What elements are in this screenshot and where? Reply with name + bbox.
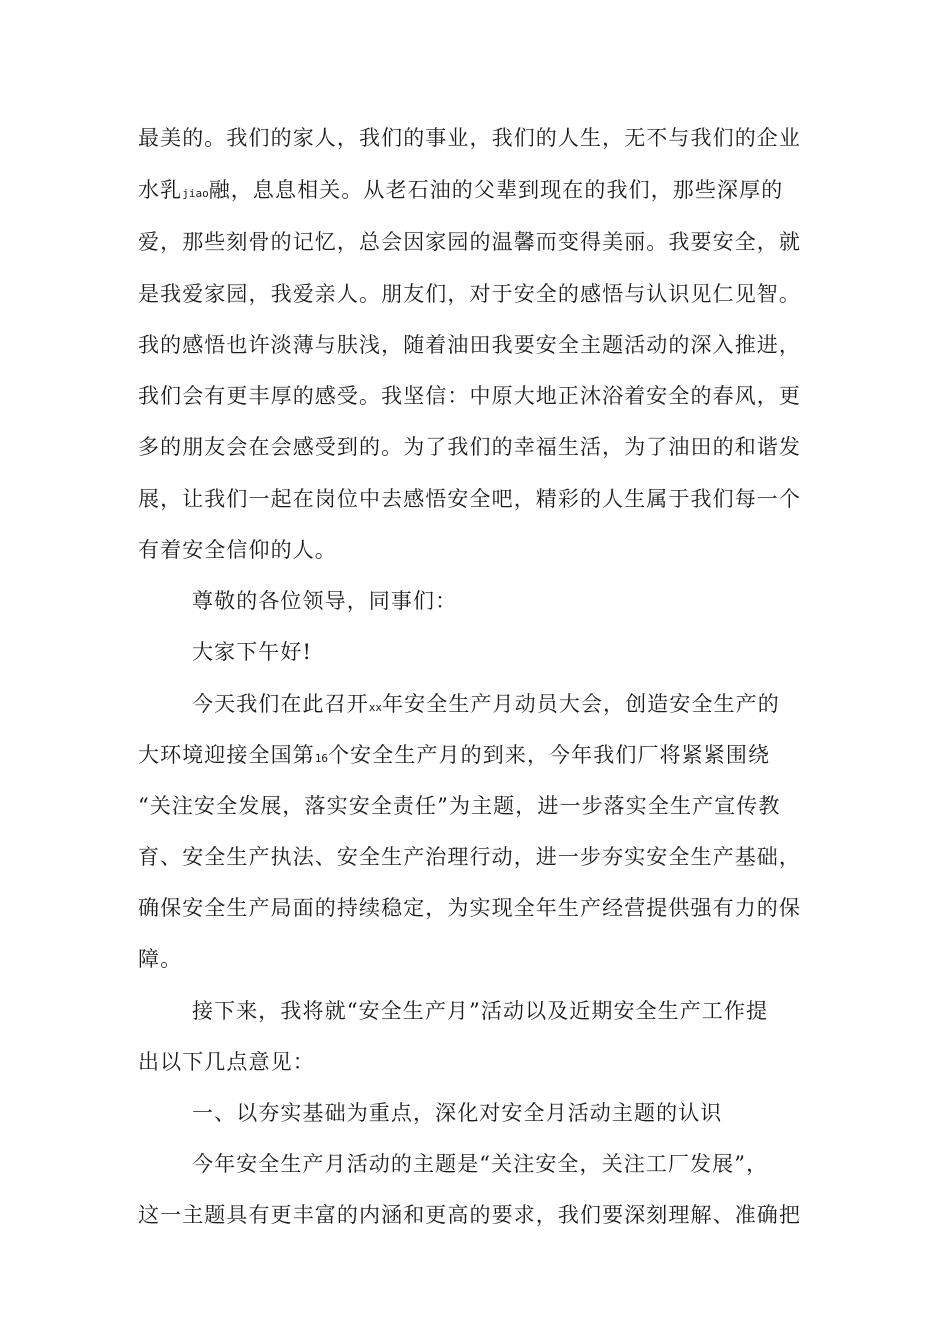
text-line: 是我爱家园，我爱亲人。朋友们，对于安全的感悟与认识见仁见智。 (138, 282, 801, 306)
year-placeholder: xx (368, 701, 383, 714)
text-line: 出以下几点意见： (138, 1050, 315, 1074)
text-fragment: 大环境迎接全国第 (138, 743, 315, 767)
text-line: 我的感悟也许淡薄与肤浅，随着油田我要安全主题活动的深入推进， (138, 333, 801, 357)
pinyin-fragment: jiao (182, 187, 209, 200)
text-line: 障。 (138, 947, 183, 971)
text-line: 爱，那些刻骨的记忆，总会因家园的温馨而变得美丽。我要安全，就 (138, 230, 801, 254)
text-line: 这一主题具有更丰富的内涵和更高的要求，我们要深刻理解、准确把 (138, 1203, 801, 1227)
text-fragment: 年安全生产月动员大会，创造安全生产的 (382, 692, 780, 716)
text-fragment: 融，息息相关。从老石油的父辈到现在的我们，那些深厚的 (208, 178, 784, 202)
text-line: 确保安全生产局面的持续稳定，为实现全年生产经营提供强有力的保 (138, 896, 801, 920)
text-line: 育、安全生产执法、安全生产治理行动，进一步夯实安全生产基础， (138, 845, 801, 869)
salutation: 尊敬的各位领导，同事们： (192, 589, 458, 613)
ordinal-number: 16 (314, 752, 329, 765)
text-fragment: 个安全生产月的到来，今年我们厂将紧紧围绕 (328, 743, 771, 767)
text-line: 最美的。我们的家人，我们的事业，我们的人生，无不与我们的企业 (138, 126, 801, 150)
text-line (138, 741, 818, 773)
text-line: 我们会有更丰厚的感受。我坚信：中原大地正沐浴着安全的春风，更 (138, 384, 801, 408)
text-line: 接下来，我将就“安全生产月”活动以及近期安全生产工作提 (192, 999, 769, 1023)
text-line: 多的朋友会在会感受到的。为了我们的幸福生活，为了油田的和谐发 (138, 435, 801, 459)
text-line: 展，让我们一起在岗位中去感悟安全吧，精彩的人生属于我们每一个 (138, 487, 801, 511)
text-line: “关注安全发展，落实安全责任”为主题，进一步落实全生产宣传教 (138, 794, 781, 818)
greeting: 大家下午好! (192, 640, 313, 664)
text-line (192, 690, 872, 722)
text-line (138, 176, 818, 208)
text-fragment: 今天我们在此召开 (192, 692, 369, 716)
section-heading: 一、以夯实基础为重点，深化对安全月活动主题的认识 (192, 1101, 723, 1125)
text-fragment: 水乳 (138, 178, 183, 202)
text-line: 今年安全生产月活动的主题是“关注安全，关注工厂发展”， (192, 1152, 769, 1176)
text-line: 有着安全信仰的人。 (138, 538, 337, 562)
